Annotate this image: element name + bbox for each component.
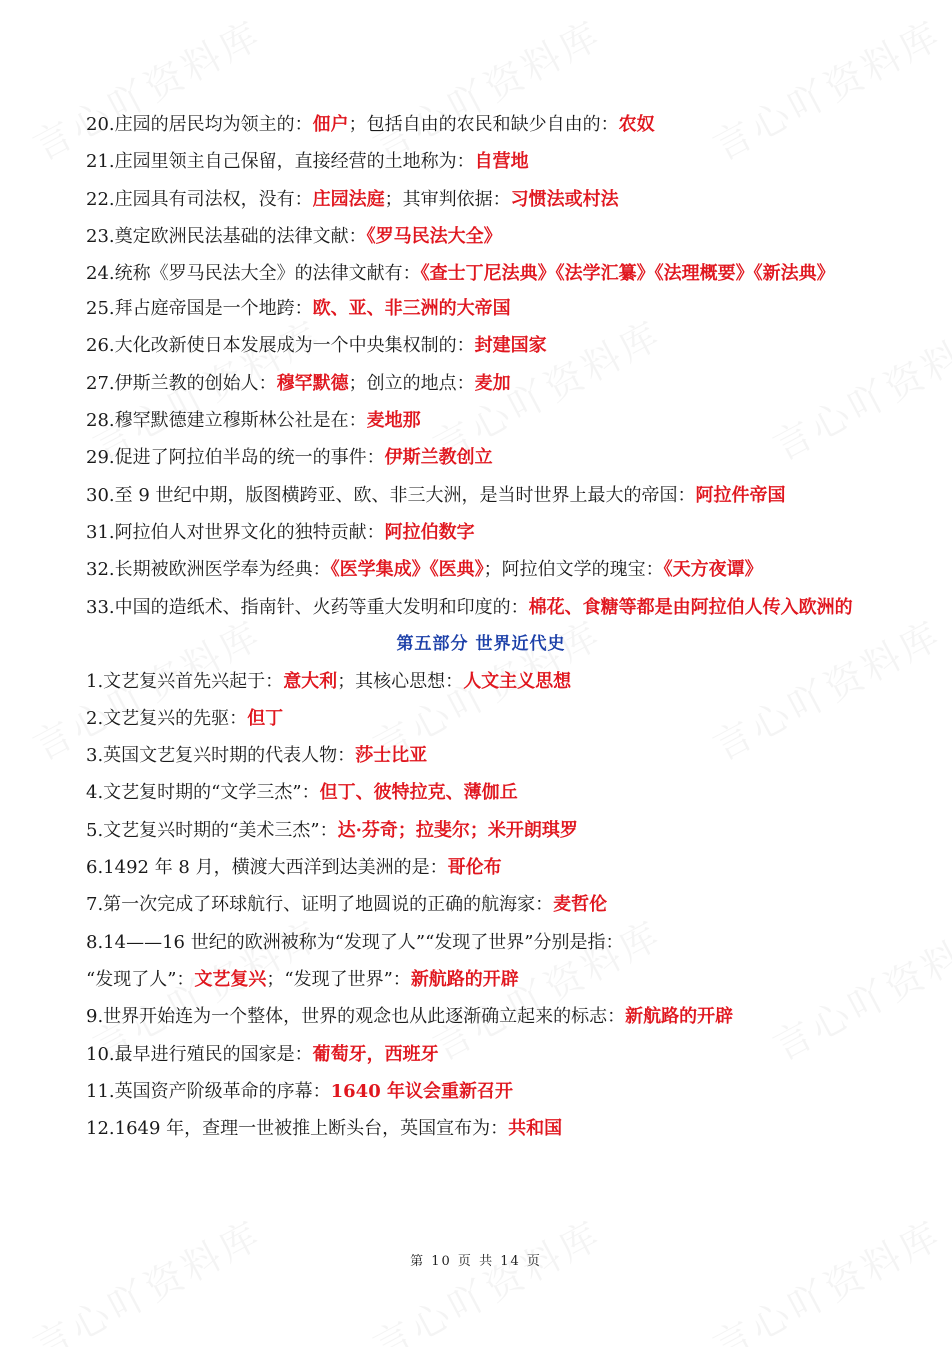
answer-text: 穆罕默德 (276, 372, 349, 394)
list-item (86, 892, 876, 917)
list-item (86, 296, 876, 321)
answer-text: 庄园法庭 (312, 188, 385, 210)
list-item (86, 743, 876, 768)
question-text: 10.最早进行殖民的国家是： (86, 1043, 313, 1065)
answer-text: 阿拉伯数字 (384, 521, 475, 543)
question-text: 27.伊斯兰教的创始人： (86, 372, 277, 394)
answer-text: 封建国家 (474, 335, 547, 357)
list-item (86, 149, 876, 174)
section-medieval-items (86, 112, 876, 620)
answer-text: 伊斯兰教创立 (384, 447, 493, 469)
section-modern-items (86, 669, 876, 1142)
question-text: “发现了人”： (86, 968, 195, 990)
question-text: 21.庄园里领主自己保留，直接经营的土地称为： (86, 151, 475, 173)
answer-text: 麦哲伦 (553, 894, 608, 916)
answer-text: 文艺复兴 (194, 968, 267, 990)
list-item (86, 483, 876, 508)
answer-text: 农奴 (618, 114, 655, 135)
question-text: ；“发现了世界”： (266, 968, 411, 990)
question-text: 25.拜占庭帝国是一个地跨： (86, 298, 313, 320)
question-text: 9.世界开始连为一个整体，世界的观念也从此逐渐确立起来的标志： (86, 1006, 626, 1028)
list-item (86, 1004, 876, 1029)
question-text: 3.英国文艺复兴时期的代表人物： (86, 745, 356, 767)
question-text: 33.中国的造纸术、指南针、火药等重大发明和印度的： (86, 596, 529, 618)
list-item (86, 855, 876, 880)
list-item (86, 333, 876, 358)
question-text: 32.长期被欧洲医学奉为经典： (86, 559, 331, 581)
answer-text: 阿拉件帝国 (695, 484, 786, 506)
watermark-text (22, 1204, 270, 1347)
list-item (86, 595, 876, 620)
question-text: 20.庄园的居民均为领主的： (86, 114, 313, 135)
answer-text: 《查士丁尼法典》《法学汇纂》《法理概要》《新法典》 (420, 263, 835, 285)
list-item (86, 780, 876, 805)
section-heading: 第五部分 世界近代史 (396, 633, 566, 654)
question-text: 24.统称《罗马民法大全》的法律文献有： (86, 263, 421, 285)
question-text: 8.14——16 世纪的欧洲被称为“发现了人”“发现了世界”分别是指： (86, 931, 624, 953)
list-item (86, 445, 876, 470)
answer-text: 佃户 (312, 114, 349, 135)
list-item (86, 1042, 876, 1067)
answer-text: 《天方夜谭》 (663, 559, 763, 581)
list-item (86, 967, 876, 992)
answer-text: 新航路的开辟 (625, 1006, 734, 1028)
list-item (86, 408, 876, 433)
watermark-text (702, 1204, 950, 1347)
list-item (86, 224, 876, 249)
question-text: 4.文艺复时期的“文学三杰”： (86, 782, 320, 804)
answer-text: 但丁、彼特拉克、薄伽丘 (319, 782, 518, 804)
answer-text: 达·芬奇；拉斐尔；米开朗琪罗 (337, 819, 578, 841)
question-text: 1.文艺复兴首先兴起于： (86, 670, 284, 692)
answer-text: 麦地那 (366, 410, 421, 432)
answer-text: 麦加 (474, 372, 511, 394)
answer-text: 1640 年议会重新召开 (330, 1080, 513, 1102)
answer-text: 哥伦布 (447, 857, 502, 879)
list-item (86, 557, 876, 582)
question-text: 6.1492 年 8 月，横渡大西洋到达美洲的是： (86, 857, 448, 879)
answer-text: 意大利 (283, 670, 338, 692)
answer-text: 共和国 (508, 1118, 563, 1140)
question-text: ；其审判依据： (384, 188, 511, 210)
question-text: 23.奠定欧洲民法基础的法律文献： (86, 225, 367, 247)
question-text: 2.文艺复兴的先驱： (86, 707, 248, 729)
list-item (86, 1116, 876, 1141)
list-item (86, 669, 876, 694)
list-item (86, 261, 876, 286)
question-text: 12.1649 年，查理一世被推上断头台，英国宣布为： (86, 1118, 509, 1140)
answer-text: 习惯法或村法 (510, 188, 619, 210)
question-text: 29.促进了阿拉伯半岛的统一的事件： (86, 447, 385, 469)
question-text: 26.大化改新使日本发展成为一个中央集权制的： (86, 335, 475, 357)
question-text: 22.庄园具有司法权，没有： (86, 188, 313, 210)
answer-text: 莎士比亚 (355, 745, 428, 767)
answer-text: 新航路的开辟 (410, 968, 519, 990)
question-text: ；创立的地点： (348, 372, 475, 394)
question-text: 5.文艺复兴时期的“美术三杰”： (86, 819, 338, 841)
question-text: 31.阿拉伯人对世界文化的独特贡献： (86, 521, 385, 543)
list-item (86, 818, 876, 843)
question-text: 11.英国资产阶级革命的序幕： (86, 1080, 331, 1102)
answer-text: 葡萄牙，西班牙 (312, 1043, 439, 1065)
answer-text: 《罗马民法大全》 (366, 225, 502, 247)
list-item (86, 371, 876, 396)
list-item (86, 112, 876, 137)
question-text: ；其核心思想： (337, 670, 464, 692)
answer-text: 《医学集成》《医典》 (330, 559, 484, 581)
answer-text: 棉花、食糖等都是由阿拉伯人传入欧洲的 (528, 596, 853, 618)
answer-text: 欧、亚、非三洲的大帝国 (312, 298, 511, 320)
question-text: 7.第一次完成了环球航行、证明了地圆说的正确的航海家： (86, 894, 554, 916)
question-text: ；阿拉伯文学的瑰宝： (483, 559, 664, 581)
page-footer: 第 10 页 共 14 页 (410, 1254, 542, 1269)
question-text: ；包括自由的农民和缺少自由的： (348, 114, 619, 135)
answer-text: 自营地 (474, 151, 529, 173)
list-item (86, 706, 876, 731)
list-item (86, 930, 876, 955)
list-item (86, 1079, 876, 1104)
answer-text: 但丁 (247, 707, 284, 729)
list-item (86, 187, 876, 212)
watermark-text (362, 1204, 610, 1347)
answer-text: 人文主义思想 (463, 670, 572, 692)
question-text: 28.穆罕默德建立穆斯林公社是在： (86, 410, 367, 432)
document-body (86, 112, 876, 1153)
list-item (86, 520, 876, 545)
question-text: 30.至 9 世纪中期，版图横跨亚、欧、非三大洲，是当时世界上最大的帝国： (86, 484, 696, 506)
